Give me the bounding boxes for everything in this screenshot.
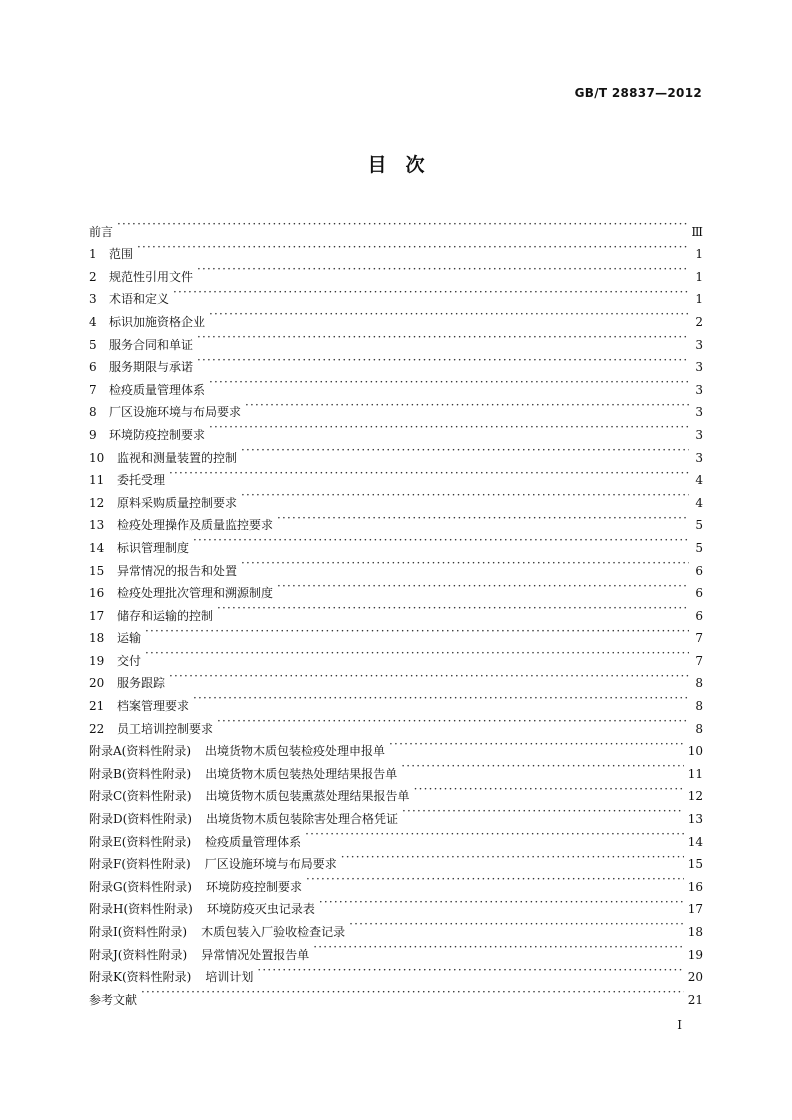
toc-section-number: 15 <box>89 563 105 578</box>
toc-page-number: 16 <box>687 879 703 894</box>
toc-entry[interactable] <box>89 462 703 488</box>
toc-entry-label: 出境货物木质包装检疫处理申报单 <box>205 744 386 759</box>
standard-code: GB/T 28837—2012 <box>574 86 702 100</box>
toc-entry-label: 检疫处理操作及质量监控要求 <box>117 518 274 533</box>
toc-leader-dots <box>169 462 689 485</box>
toc-section-number: 16 <box>89 586 105 601</box>
toc-entry[interactable] <box>89 687 703 714</box>
toc-leader-dots <box>137 236 689 259</box>
toc-appendix-number: 附录E(资料性附录) <box>89 834 192 849</box>
toc-page-number: 1 <box>695 269 703 284</box>
toc-leader-dots <box>306 868 684 891</box>
toc-leader-dots <box>197 349 689 372</box>
toc-page-number: 8 <box>695 676 703 691</box>
toc-entry[interactable] <box>89 620 703 646</box>
toc-entry-label: 出境货物木质包装除害处理合格凭证 <box>206 812 399 827</box>
toc-page-number: 3 <box>695 337 703 352</box>
toc-leader-dots <box>193 529 689 552</box>
toc-entry-label: 出境货物木质包装热处理结果报告单 <box>205 766 398 781</box>
toc-leader-dots <box>169 665 689 688</box>
toc-entry-label: 异常情况处置报告单 <box>201 947 310 962</box>
toc-page-number: 3 <box>695 450 703 465</box>
toc-section-number: 9 <box>89 427 97 442</box>
toc-leader-dots <box>197 326 689 349</box>
toc-leader-dots <box>197 258 689 281</box>
toc-entry-label: 服务期限与承诺 <box>109 360 194 375</box>
toc-leader-dots <box>349 913 684 936</box>
toc-page-number: 17 <box>687 902 703 917</box>
toc-entry-label: 原料采购质量控制要求 <box>117 495 238 510</box>
toc-section-number: 17 <box>89 608 105 623</box>
toc-entry-label: 范围 <box>109 247 134 262</box>
toc-page-number: 4 <box>695 473 703 488</box>
toc-leader-dots <box>277 575 689 598</box>
toc-leader-dots <box>277 507 689 530</box>
toc-page-number: 20 <box>687 970 703 985</box>
toc-section-number: 8 <box>89 405 97 420</box>
toc-section-number: 1 <box>89 247 97 262</box>
toc-entry-label: 环境防疫控制要求 <box>109 427 206 442</box>
toc-section-number: 19 <box>89 653 105 668</box>
toc-leader-dots <box>193 687 689 710</box>
toc-entry-label: 术语和定义 <box>109 292 170 307</box>
toc-page-number: 1 <box>695 247 703 262</box>
toc-section-number: 18 <box>89 631 105 646</box>
toc-entry[interactable] <box>89 642 703 668</box>
toc-appendix-number: 附录C(资料性附录) <box>89 789 192 804</box>
toc-page-number: 8 <box>695 721 703 736</box>
toc-appendix-number: 附录J(资料性附录) <box>89 947 188 962</box>
toc-leader-dots <box>241 552 689 575</box>
toc-page-number: 2 <box>695 314 703 329</box>
toc-page-number: 19 <box>687 947 703 962</box>
toc-title: 目 次 <box>367 154 425 176</box>
toc-appendix-number: 附录A(资料性附录) <box>89 744 192 759</box>
toc-entry[interactable] <box>89 236 703 262</box>
toc-leader-dots <box>217 710 689 733</box>
page-number: I <box>677 1018 682 1032</box>
toc-entry-label: 标识管理制度 <box>117 540 190 555</box>
toc-page-number: 15 <box>687 857 703 872</box>
toc-entry-label: 监视和测量装置的控制 <box>117 450 238 465</box>
toc-entry[interactable] <box>89 258 703 284</box>
toc-entry[interactable] <box>89 281 703 307</box>
toc-leader-dots <box>305 823 684 846</box>
toc-leader-dots <box>414 778 684 801</box>
toc-section-number: 7 <box>89 382 97 397</box>
toc-entry-label: 交付 <box>117 653 142 668</box>
toc-page-number: 6 <box>695 586 703 601</box>
toc-page-number: 3 <box>695 382 703 397</box>
toc-leader-dots <box>117 213 687 236</box>
toc-leader-dots <box>245 394 689 417</box>
toc-entry[interactable] <box>89 303 703 329</box>
toc-page-number: 11 <box>687 766 703 781</box>
toc-page-number: Ⅲ <box>691 224 703 239</box>
toc-entry[interactable] <box>89 213 703 239</box>
toc-appendix-number: 附录F(资料性附录) <box>89 857 191 872</box>
toc-appendix-number: 附录K(资料性附录) <box>89 970 192 985</box>
toc-appendix-number: 附录I(资料性附录) <box>89 925 188 939</box>
toc-section-number: 11 <box>89 473 105 488</box>
toc-leader-dots <box>209 303 689 326</box>
toc-section-number: 22 <box>89 721 105 736</box>
toc-section-number: 3 <box>89 292 97 307</box>
toc-entry-label: 培训计划 <box>205 970 254 985</box>
toc-section-number: 20 <box>89 676 105 691</box>
toc-leader-dots <box>241 484 689 507</box>
toc-entry-label: 木质包装入厂验收检查记录 <box>201 925 346 939</box>
toc-leader-dots <box>402 800 684 823</box>
toc-section-number: 12 <box>89 495 105 510</box>
toc-page-number: 7 <box>695 653 703 668</box>
toc-entry-label: 检疫质量管理体系 <box>205 834 302 849</box>
toc-page-number: 21 <box>687 992 703 1007</box>
toc-leader-dots <box>145 642 689 665</box>
toc-entry-label: 环境防疫灭虫记录表 <box>206 902 315 917</box>
toc-page-number: 4 <box>695 495 703 510</box>
toc-leader-dots <box>209 371 689 394</box>
toc-entry[interactable] <box>89 484 703 510</box>
toc-section-number: 5 <box>89 337 97 352</box>
toc-entry-label: 档案管理要求 <box>117 699 190 714</box>
toc-entry-label: 规范性引用文件 <box>109 269 194 284</box>
toc-leader-dots <box>389 733 684 756</box>
toc-page-number: 5 <box>695 518 703 533</box>
toc-page-number: 6 <box>695 608 703 623</box>
toc-entry-label: 前言 <box>89 224 114 239</box>
toc-entry-label: 委托受理 <box>117 473 166 488</box>
toc-page-number: 3 <box>695 360 703 375</box>
toc-page-number: 8 <box>695 699 703 714</box>
toc-leader-dots <box>145 620 689 643</box>
toc-leader-dots <box>313 936 684 959</box>
toc-leader-dots <box>319 891 684 914</box>
toc-section-number: 10 <box>89 450 105 465</box>
toc-section-number: 13 <box>89 518 105 533</box>
toc-leader-dots <box>241 439 689 462</box>
toc-entry-label: 检疫质量管理体系 <box>109 382 206 397</box>
toc-leader-dots <box>257 959 683 982</box>
toc-appendix-number: 附录H(资料性附录) <box>89 902 193 917</box>
toc-appendix-number: 附录D(资料性附录) <box>89 812 192 827</box>
toc-leader-dots <box>141 981 684 1004</box>
toc-appendix-number: 附录G(资料性附录) <box>89 879 192 894</box>
toc-entry-label: 厂区设施环境与布局要求 <box>204 857 337 872</box>
toc-page-number: 6 <box>695 563 703 578</box>
toc-page-number: 5 <box>695 540 703 555</box>
toc-section-number: 2 <box>89 269 97 284</box>
toc-leader-dots <box>341 846 684 869</box>
toc-entry[interactable] <box>89 981 703 1007</box>
toc-entry-label: 异常情况的报告和处置 <box>117 563 238 578</box>
toc-page-number: 18 <box>687 925 703 939</box>
toc-list <box>89 213 703 1007</box>
toc-entry-label: 出境货物木质包装熏蒸处理结果报告单 <box>205 789 410 804</box>
toc-entry-label: 储存和运输的控制 <box>117 608 214 623</box>
toc-page-number: 13 <box>687 812 703 827</box>
toc-page-number: 3 <box>695 405 703 420</box>
toc-page-number: 10 <box>687 744 703 759</box>
toc-leader-dots <box>173 281 689 304</box>
toc-entry-label: 员工培训控制要求 <box>117 721 214 736</box>
toc-entry-label: 标识加施资格企业 <box>109 314 206 329</box>
toc-leader-dots <box>209 416 689 439</box>
toc-page-number: 12 <box>687 789 703 804</box>
toc-entry-label: 厂区设施环境与布局要求 <box>109 405 242 420</box>
toc-leader-dots <box>401 755 684 778</box>
toc-entry-label: 参考文献 <box>89 992 138 1007</box>
toc-section-number: 21 <box>89 699 105 714</box>
toc-appendix-number: 附录B(资料性附录) <box>89 766 192 781</box>
toc-section-number: 14 <box>89 540 105 555</box>
toc-leader-dots <box>217 597 689 620</box>
toc-page-number: 7 <box>695 631 703 646</box>
toc-entry[interactable] <box>89 665 703 691</box>
toc-section-number: 6 <box>89 360 97 375</box>
toc-page-number: 3 <box>695 427 703 442</box>
toc-page-number: 14 <box>687 834 703 849</box>
toc-page-number: 1 <box>695 292 703 307</box>
toc-entry-label: 服务跟踪 <box>117 676 166 691</box>
toc-entry-label: 检疫处理批次管理和溯源制度 <box>117 586 274 601</box>
toc-entry-label: 服务合同和单证 <box>109 337 194 352</box>
toc-entry-label: 环境防疫控制要求 <box>205 879 302 894</box>
toc-entry-label: 运输 <box>117 631 142 646</box>
toc-section-number: 4 <box>89 314 97 329</box>
